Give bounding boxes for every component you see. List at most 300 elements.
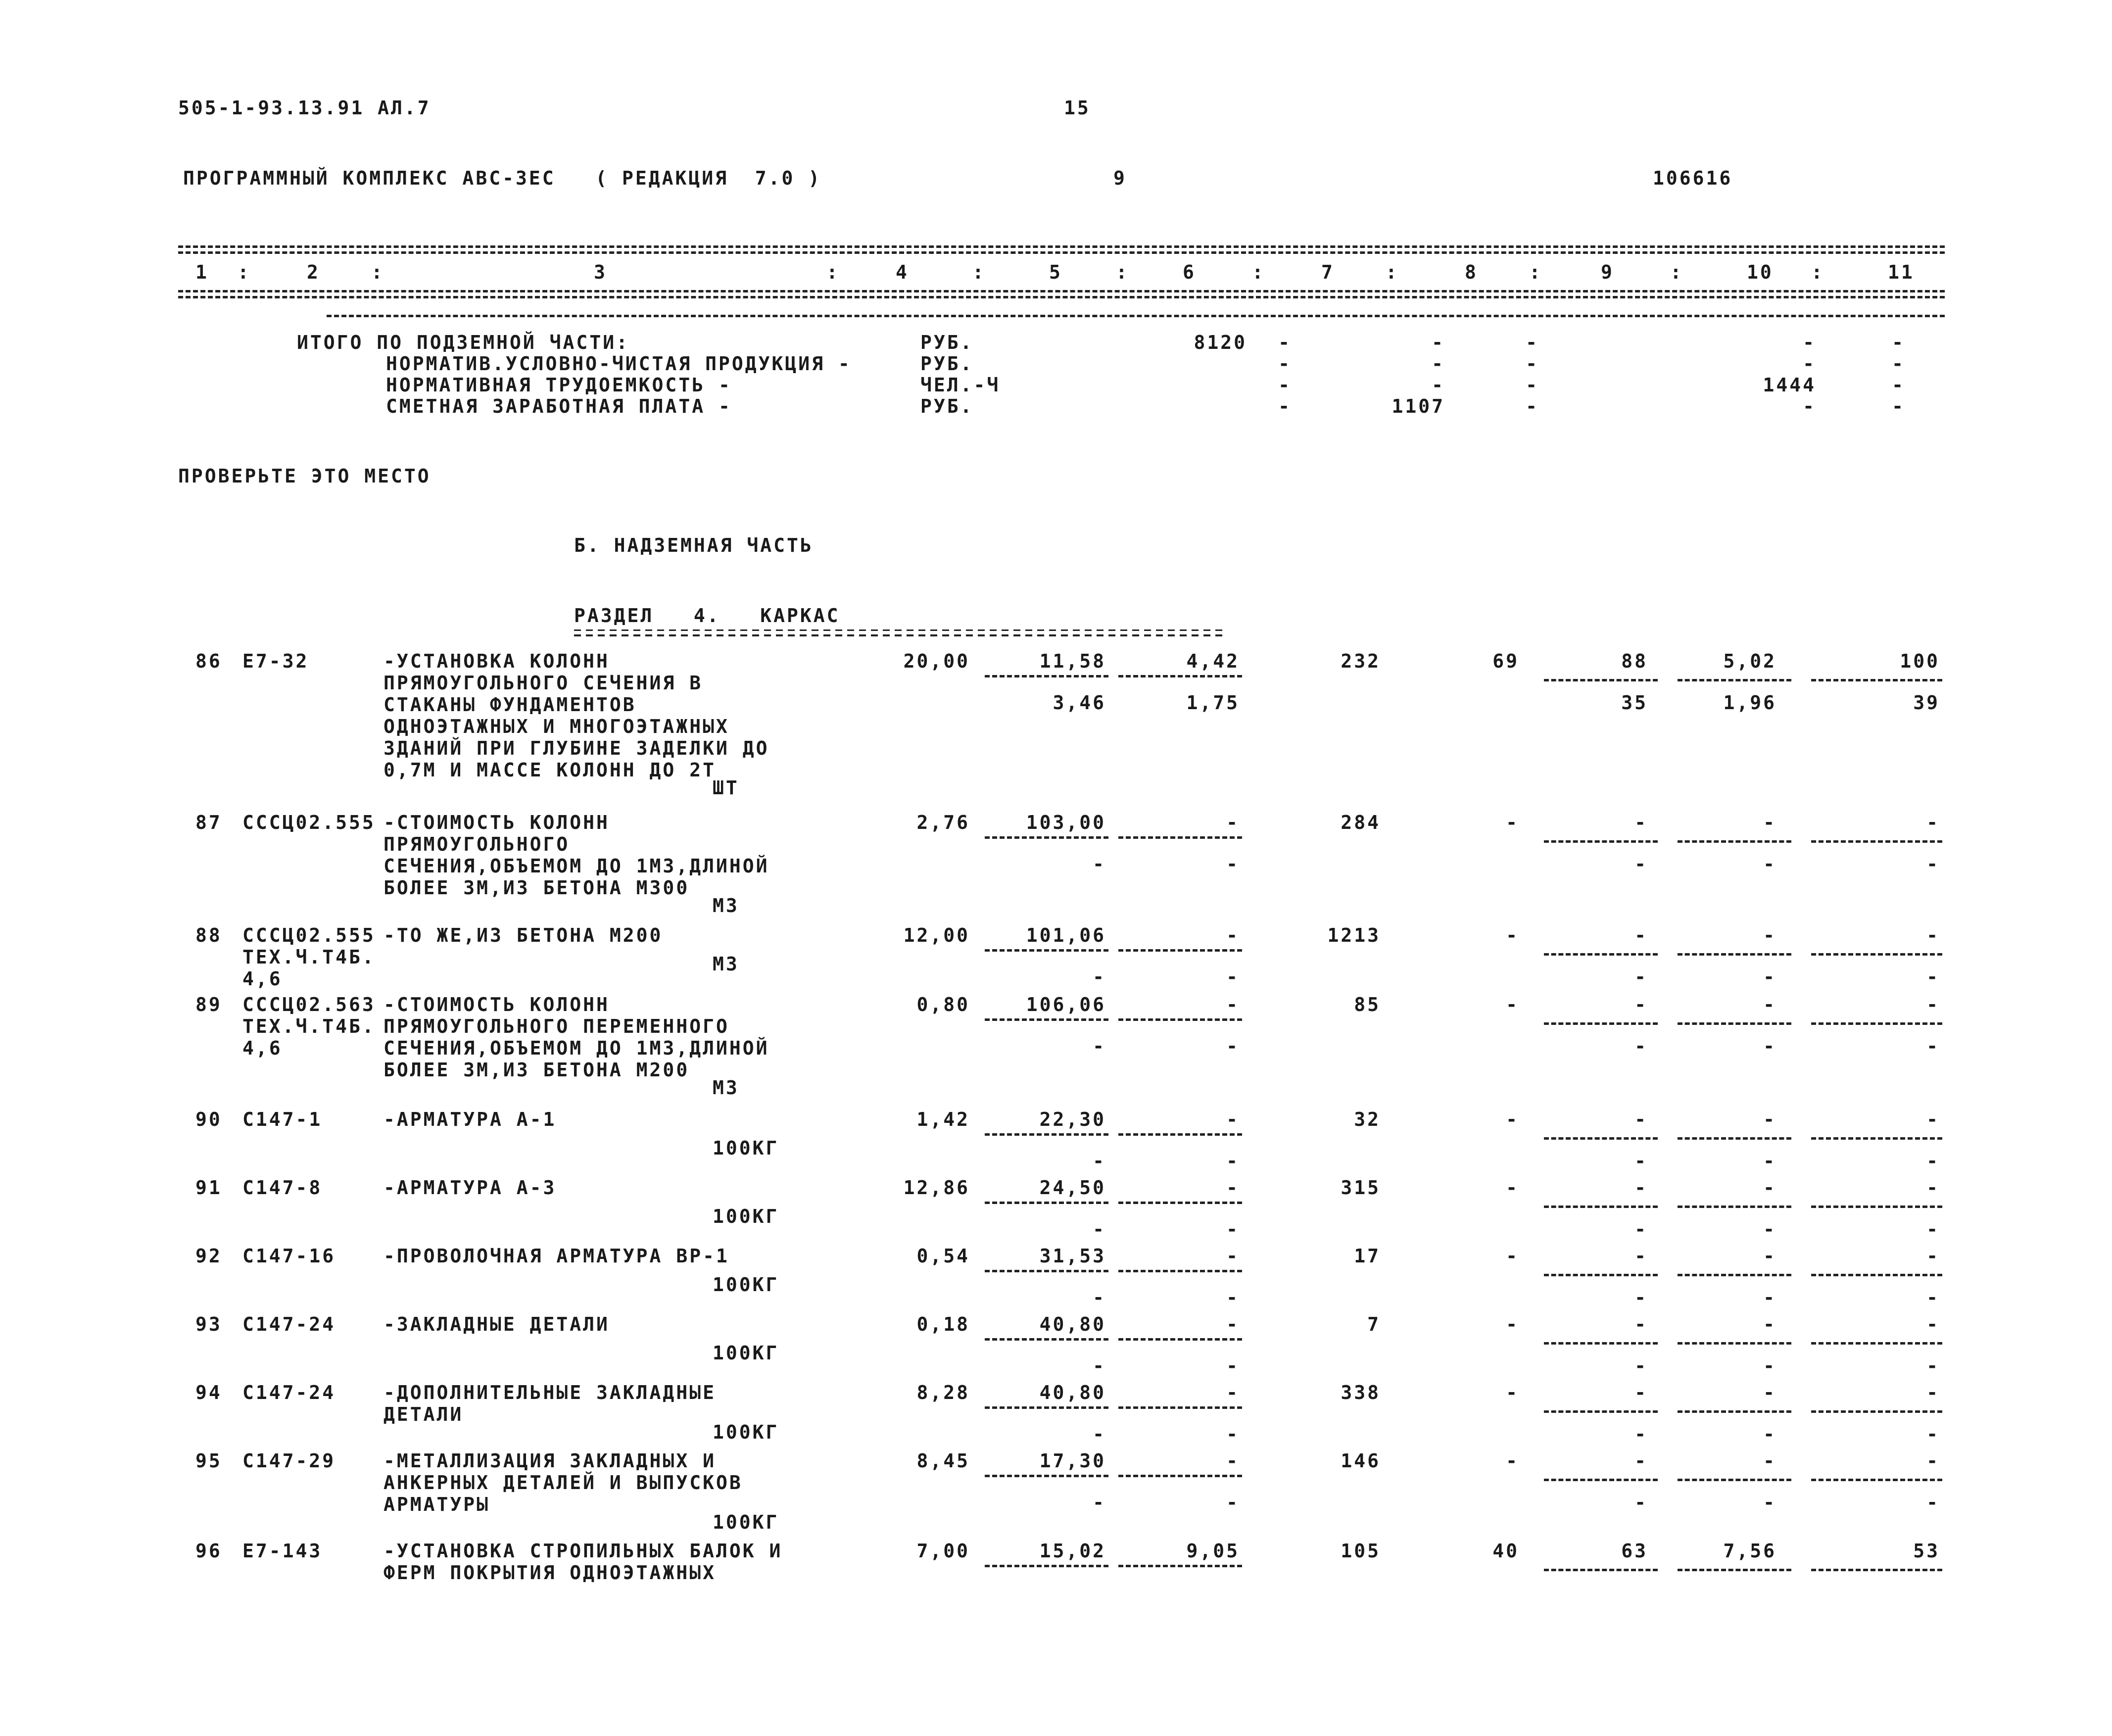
labour-separator <box>1811 1569 1942 1571</box>
item-c9b: - <box>1634 1035 1648 1057</box>
item-c9b: - <box>1634 1150 1648 1172</box>
totals-c10: - <box>1803 332 1816 353</box>
item-c9b: - <box>1634 1492 1648 1513</box>
labour-separator <box>1811 1137 1942 1140</box>
totals-c7: - <box>1278 374 1292 396</box>
item-p5: 22,30 <box>1039 1109 1106 1130</box>
item-c9: 63 <box>1621 1540 1648 1562</box>
item-p6: - <box>1226 1313 1240 1335</box>
labour-separator <box>1811 953 1942 956</box>
check-note: ПРОВЕРЬТЕ ЭТО МЕСТО <box>178 465 431 487</box>
column-header-0: 1 <box>195 261 209 283</box>
item-unit: 100КГ <box>713 1206 779 1227</box>
item-p6: 4,42 <box>1186 650 1240 672</box>
item-number: 86 <box>195 650 222 672</box>
item-c11: - <box>1926 1450 1940 1472</box>
item-p5b: - <box>1093 1492 1106 1513</box>
item-c9b: - <box>1634 1355 1648 1377</box>
totals-c9: - <box>1526 332 1539 353</box>
price-separator <box>1118 1133 1242 1136</box>
item-p5: 40,80 <box>1039 1313 1106 1335</box>
item-c11b: - <box>1926 1035 1940 1057</box>
labour-separator <box>1678 1410 1791 1413</box>
price-separator <box>985 1565 1108 1567</box>
labour-separator <box>1811 1342 1942 1345</box>
item-c10b: - <box>1763 1035 1776 1057</box>
item-c10b: - <box>1763 1150 1776 1172</box>
totals-label: СМЕТНАЯ ЗАРАБОТНАЯ ПЛАТА - <box>386 395 732 417</box>
item-unit: М3 <box>713 1077 739 1099</box>
price-separator <box>985 1133 1108 1136</box>
item-p6b: - <box>1226 1035 1240 1057</box>
item-unit: 100КГ <box>713 1421 779 1443</box>
labour-separator <box>1544 1022 1658 1025</box>
header-rule-top <box>178 245 1945 248</box>
item-c11b: 39 <box>1913 692 1940 714</box>
totals-c8: - <box>1432 332 1445 353</box>
item-description-line: ДЕТАЛИ <box>384 1403 464 1425</box>
item-description-line: СЕЧЕНИЯ,ОБЪЕМОМ ДО 1М3,ДЛИНОЙ <box>384 1037 769 1059</box>
item-qty: 0,80 <box>916 994 970 1015</box>
price-separator <box>1118 1018 1242 1021</box>
item-qty: 12,86 <box>903 1177 970 1199</box>
item-c7: 32 <box>1354 1109 1381 1130</box>
item-c10b: - <box>1763 966 1776 988</box>
price-separator <box>985 1406 1108 1409</box>
totals-c7: - <box>1278 332 1292 353</box>
item-p6b: - <box>1226 1355 1240 1377</box>
item-c11b: - <box>1926 1150 1940 1172</box>
item-c11b: - <box>1926 1423 1940 1445</box>
item-code: СССЦ02.555 <box>242 812 376 833</box>
item-c11b: - <box>1926 1287 1940 1308</box>
price-separator <box>1118 675 1242 677</box>
column-header-3: : <box>371 261 384 283</box>
item-c10: - <box>1763 1177 1776 1199</box>
item-p5: 24,50 <box>1039 1177 1106 1199</box>
item-c8: - <box>1506 1450 1519 1472</box>
item-p5b: - <box>1093 1287 1106 1308</box>
price-separator <box>985 1475 1108 1477</box>
item-c10: - <box>1763 812 1776 833</box>
item-description-line: АНКЕРНЫХ ДЕТАЛЕЙ И ВЫПУСКОВ <box>384 1472 743 1494</box>
labour-separator <box>1678 1022 1791 1025</box>
labour-separator <box>1811 1410 1942 1413</box>
item-unit: ШТ <box>713 777 739 799</box>
item-code: С147-24 <box>242 1313 336 1335</box>
item-description-line: ПРЯМОУГОЛЬНОГО ПЕРЕМЕННОГО <box>384 1015 729 1037</box>
item-c10: - <box>1763 1313 1776 1335</box>
labour-separator <box>1678 1342 1791 1345</box>
item-unit: М3 <box>713 895 739 916</box>
totals-unit: РУБ. <box>920 395 974 417</box>
item-unit: М3 <box>713 953 739 975</box>
item-qty: 0,54 <box>916 1245 970 1267</box>
labour-separator <box>1544 840 1658 843</box>
labour-separator <box>1811 1274 1942 1276</box>
item-p6b: - <box>1226 1423 1240 1445</box>
totals-c9: - <box>1526 395 1539 417</box>
item-c8: 69 <box>1492 650 1519 672</box>
item-p5b: - <box>1093 1355 1106 1377</box>
item-code: Е7-32 <box>242 650 309 672</box>
labour-separator <box>1544 1206 1658 1208</box>
column-header-10: 6 <box>1183 261 1196 283</box>
item-c10: - <box>1763 1450 1776 1472</box>
item-description-line: -ПРОВОЛОЧНАЯ АРМАТУРА ВР-1 <box>384 1245 729 1267</box>
item-p5: 31,53 <box>1039 1245 1106 1267</box>
price-separator <box>1118 1406 1242 1409</box>
totals-c7: - <box>1278 353 1292 375</box>
item-p6b: 1,75 <box>1186 692 1240 714</box>
item-c8: - <box>1506 1177 1519 1199</box>
totals-label: ИТОГО ПО ПОДЗЕМНОЙ ЧАСТИ: <box>297 332 629 353</box>
price-separator <box>985 836 1108 839</box>
item-number: 91 <box>195 1177 222 1199</box>
item-c11b: - <box>1926 1492 1940 1513</box>
item-c7: 146 <box>1341 1450 1381 1472</box>
item-p6: - <box>1226 812 1240 833</box>
item-c11: - <box>1926 1245 1940 1267</box>
item-c10b: 1,96 <box>1723 692 1776 714</box>
item-number: 95 <box>195 1450 222 1472</box>
sheet-number: 9 <box>1113 167 1127 189</box>
item-p5b: - <box>1093 1218 1106 1240</box>
item-c8: - <box>1506 994 1519 1015</box>
item-c11b: - <box>1926 853 1940 875</box>
item-description-line: ЗДАНИЙ ПРИ ГЛУБИНЕ ЗАДЕЛКИ ДО <box>384 737 769 759</box>
price-separator <box>1118 949 1242 952</box>
item-p5b: 3,46 <box>1053 692 1106 714</box>
price-separator <box>1118 1270 1242 1272</box>
price-separator <box>1118 1338 1242 1341</box>
labour-separator <box>1811 679 1942 681</box>
price-separator <box>1118 836 1242 839</box>
item-p6: - <box>1226 924 1240 946</box>
totals-c9: - <box>1526 353 1539 375</box>
price-separator <box>985 1018 1108 1021</box>
item-code-coef: 4,6 <box>242 968 283 990</box>
item-qty: 8,28 <box>916 1382 970 1403</box>
item-c9b: - <box>1634 1287 1648 1308</box>
item-qty: 20,00 <box>903 650 970 672</box>
labour-separator <box>1811 1479 1942 1481</box>
document-code: 505-1-93.13.91 АЛ.7 <box>178 97 431 119</box>
totals-c8: - <box>1432 374 1445 396</box>
header-rule-top-2 <box>178 251 1945 254</box>
labour-separator <box>1678 1274 1791 1276</box>
item-p6b: - <box>1226 853 1240 875</box>
totals-unit: РУБ. <box>920 353 974 375</box>
page-number: 15 <box>1064 97 1091 119</box>
item-c7: 7 <box>1367 1313 1381 1335</box>
item-p6b: - <box>1226 1492 1240 1513</box>
labour-separator <box>1544 1479 1658 1481</box>
item-c7: 1213 <box>1327 924 1381 946</box>
item-c9: 88 <box>1621 650 1648 672</box>
column-header-6: 4 <box>896 261 909 283</box>
header-rule-bottom <box>178 290 1945 292</box>
item-p5b: - <box>1093 1423 1106 1445</box>
item-c7: 315 <box>1341 1177 1381 1199</box>
item-description-line: -ДОПОЛНИТЕЛЬНЫЕ ЗАКЛАДНЫЕ <box>384 1382 716 1403</box>
item-p5: 40,80 <box>1039 1382 1106 1403</box>
labour-separator <box>1811 1206 1942 1208</box>
column-header-14: 8 <box>1465 261 1478 283</box>
column-header-20: 11 <box>1888 261 1915 283</box>
item-p5: 101,06 <box>1026 924 1106 946</box>
item-qty: 7,00 <box>916 1540 970 1562</box>
totals-label: НОРМАТИВ.УСЛОВНО-ЧИСТАЯ ПРОДУКЦИЯ - <box>386 353 852 375</box>
item-c11: - <box>1926 1177 1940 1199</box>
item-c9: - <box>1634 1382 1648 1403</box>
item-p6b: - <box>1226 1218 1240 1240</box>
item-c10: - <box>1763 1382 1776 1403</box>
item-description-line: 0,7М И МАССЕ КОЛОНН ДО 2Т <box>384 759 716 781</box>
labour-separator <box>1678 1479 1791 1481</box>
item-c9: - <box>1634 1313 1648 1335</box>
totals-c7: - <box>1278 395 1292 417</box>
item-c9b: - <box>1634 853 1648 875</box>
item-qty: 1,42 <box>916 1109 970 1130</box>
header-rule-bottom-2 <box>178 296 1945 298</box>
item-c10b: - <box>1763 853 1776 875</box>
item-p6: 9,05 <box>1186 1540 1240 1562</box>
labour-separator <box>1544 1410 1658 1413</box>
price-separator <box>985 949 1108 952</box>
item-c7: 338 <box>1341 1382 1381 1403</box>
item-code-ref: ТЕХ.Ч.Т4Б. <box>242 946 376 968</box>
totals-c11: - <box>1892 395 1905 417</box>
item-code: С147-16 <box>242 1245 336 1267</box>
column-header-13: : <box>1386 261 1399 283</box>
item-number: 88 <box>195 924 222 946</box>
item-p5b: - <box>1093 853 1106 875</box>
item-c10: 7,56 <box>1723 1540 1776 1562</box>
item-unit: 100КГ <box>713 1511 779 1533</box>
labour-separator <box>1544 1569 1658 1571</box>
totals-c11: - <box>1892 353 1905 375</box>
item-c10b: - <box>1763 1355 1776 1377</box>
item-c8: - <box>1506 812 1519 833</box>
item-c8: 40 <box>1492 1540 1519 1562</box>
item-code: СССЦ02.555 <box>242 924 376 946</box>
item-c10b: - <box>1763 1287 1776 1308</box>
subsection-underline <box>574 629 1227 636</box>
item-number: 89 <box>195 994 222 1015</box>
item-number: 94 <box>195 1382 222 1403</box>
item-c10b: - <box>1763 1492 1776 1513</box>
item-description-line: -МЕТАЛЛИЗАЦИЯ ЗАКЛАДНЫХ И <box>384 1450 716 1472</box>
labour-separator <box>1544 1342 1658 1345</box>
item-c9: - <box>1634 1245 1648 1267</box>
item-p6b: - <box>1226 966 1240 988</box>
item-c8: - <box>1506 1382 1519 1403</box>
item-description-line: ПРЯМОУГОЛЬНОГО СЕЧЕНИЯ В <box>384 672 703 694</box>
labour-separator <box>1811 840 1942 843</box>
column-header-1: : <box>238 261 251 283</box>
item-c7: 284 <box>1341 812 1381 833</box>
item-c9: - <box>1634 1177 1648 1199</box>
item-c10: 5,02 <box>1723 650 1776 672</box>
item-c11: 100 <box>1900 650 1940 672</box>
column-header-7: : <box>972 261 986 283</box>
item-p5b: - <box>1093 1035 1106 1057</box>
item-qty: 0,18 <box>916 1313 970 1335</box>
item-code: С147-24 <box>242 1382 336 1403</box>
item-p6: - <box>1226 1450 1240 1472</box>
item-c10: - <box>1763 1109 1776 1130</box>
item-p5: 17,30 <box>1039 1450 1106 1472</box>
item-p6: - <box>1226 1177 1240 1199</box>
item-c10b: - <box>1763 1423 1776 1445</box>
price-separator <box>985 1202 1108 1204</box>
item-code-ref: ТЕХ.Ч.Т4Б. <box>242 1015 376 1037</box>
subsection-title: РАЗДЕЛ 4. КАРКАС <box>574 605 840 627</box>
item-description-line: -АРМАТУРА А-3 <box>384 1177 557 1199</box>
item-c8: - <box>1506 1313 1519 1335</box>
item-p6: - <box>1226 1382 1240 1403</box>
item-c10: - <box>1763 1245 1776 1267</box>
object-code: 106616 <box>1653 167 1733 189</box>
item-code: Е7-143 <box>242 1540 323 1562</box>
labour-separator <box>1678 1137 1791 1140</box>
item-number: 96 <box>195 1540 222 1562</box>
item-c9: - <box>1634 1450 1648 1472</box>
item-p6: - <box>1226 1245 1240 1267</box>
item-code: С147-29 <box>242 1450 336 1472</box>
item-number: 90 <box>195 1109 222 1130</box>
item-qty: 2,76 <box>916 812 970 833</box>
totals-c10: - <box>1803 353 1816 375</box>
item-c7: 17 <box>1354 1245 1381 1267</box>
item-c11: - <box>1926 994 1940 1015</box>
item-c8: - <box>1506 1245 1519 1267</box>
item-description-line: АРМАТУРЫ <box>384 1494 490 1515</box>
price-separator <box>1118 1565 1242 1567</box>
item-c7: 232 <box>1341 650 1381 672</box>
item-description-line: -УСТАНОВКА КОЛОНН <box>384 650 610 672</box>
item-description-line: -УСТАНОВКА СТРОПИЛЬНЫХ БАЛОК И <box>384 1540 783 1562</box>
totals-c8: - <box>1432 353 1445 375</box>
labour-separator <box>1678 1569 1791 1571</box>
item-c11: - <box>1926 1313 1940 1335</box>
column-header-12: 7 <box>1321 261 1335 283</box>
column-header-18: 10 <box>1747 261 1774 283</box>
price-separator <box>985 675 1108 677</box>
item-c11b: - <box>1926 1355 1940 1377</box>
item-c8: - <box>1506 1109 1519 1130</box>
item-unit: 100КГ <box>713 1274 779 1296</box>
item-description-line: -СТОИМОСТЬ КОЛОНН <box>384 812 610 833</box>
program-title: ПРОГРАММНЫЙ КОМПЛЕКС АВС-3ЕС ( РЕДАКЦИЯ 7.0 ) <box>183 167 822 189</box>
totals-unit: РУБ. <box>920 332 974 353</box>
item-c10: - <box>1763 924 1776 946</box>
labour-separator <box>1811 1022 1942 1025</box>
item-c9b: 35 <box>1621 692 1648 714</box>
item-description-line: ОДНОЭТАЖНЫХ И МНОГОЭТАЖНЫХ <box>384 716 729 737</box>
column-header-15: : <box>1529 261 1542 283</box>
item-number: 87 <box>195 812 222 833</box>
item-c9b: - <box>1634 1218 1648 1240</box>
item-description-line: БОЛЕЕ 3М,ИЗ БЕТОНА М300 <box>384 877 690 899</box>
totals-c11: - <box>1892 374 1905 396</box>
labour-separator <box>1678 679 1791 681</box>
column-header-19: : <box>1811 261 1824 283</box>
item-c9b: - <box>1634 1423 1648 1445</box>
totals-label: НОРМАТИВНАЯ ТРУДОЕМКОСТЬ - <box>386 374 732 396</box>
labour-separator <box>1678 953 1791 956</box>
price-separator <box>985 1270 1108 1272</box>
price-separator <box>1118 1475 1242 1477</box>
item-p5: 11,58 <box>1039 650 1106 672</box>
totals-rule <box>327 315 1945 317</box>
column-header-11: : <box>1252 261 1265 283</box>
item-description-line: ФЕРМ ПОКРЫТИЯ ОДНОЭТАЖНЫХ <box>384 1562 716 1584</box>
totals-c6: 8120 <box>1194 332 1247 353</box>
item-c7: 85 <box>1354 994 1381 1015</box>
item-c9b: - <box>1634 966 1648 988</box>
item-description-line: СЕЧЕНИЯ,ОБЪЕМОМ ДО 1М3,ДЛИНОЙ <box>384 855 769 877</box>
item-p5b: - <box>1093 966 1106 988</box>
item-description-line: -ЗАКЛАДНЫЕ ДЕТАЛИ <box>384 1313 610 1335</box>
section-title: Б. НАДЗЕМНАЯ ЧАСТЬ <box>574 534 814 556</box>
item-code-coef: 4,6 <box>242 1037 283 1059</box>
item-description-line: БОЛЕЕ 3М,ИЗ БЕТОНА М200 <box>384 1059 690 1081</box>
item-p6: - <box>1226 994 1240 1015</box>
labour-separator <box>1544 679 1658 681</box>
labour-separator <box>1678 1206 1791 1208</box>
item-c11: - <box>1926 924 1940 946</box>
price-separator <box>985 1338 1108 1341</box>
item-c10b: - <box>1763 1218 1776 1240</box>
column-header-16: 9 <box>1601 261 1614 283</box>
column-header-2: 2 <box>307 261 320 283</box>
item-qty: 8,45 <box>916 1450 970 1472</box>
item-c9: - <box>1634 1109 1648 1130</box>
item-c9: - <box>1634 812 1648 833</box>
item-description-line: -СТОИМОСТЬ КОЛОНН <box>384 994 610 1015</box>
totals-c8: 1107 <box>1392 395 1445 417</box>
item-unit: 100КГ <box>713 1137 779 1159</box>
labour-separator <box>1544 1137 1658 1140</box>
totals-unit: ЧЕЛ.-Ч <box>920 374 1001 396</box>
item-qty: 12,00 <box>903 924 970 946</box>
column-header-4: 3 <box>594 261 607 283</box>
totals-c11: - <box>1892 332 1905 353</box>
item-c11b: - <box>1926 1218 1940 1240</box>
item-number: 93 <box>195 1313 222 1335</box>
item-c11: - <box>1926 1109 1940 1130</box>
item-p6b: - <box>1226 1150 1240 1172</box>
item-p5b: - <box>1093 1150 1106 1172</box>
item-description-line: -АРМАТУРА А-1 <box>384 1109 557 1130</box>
item-p5: 106,06 <box>1026 994 1106 1015</box>
item-code: С147-1 <box>242 1109 323 1130</box>
item-description-line: -ТО ЖЕ,ИЗ БЕТОНА М200 <box>384 924 663 946</box>
item-c9: - <box>1634 994 1648 1015</box>
item-p5: 103,00 <box>1026 812 1106 833</box>
item-code: СССЦ02.563 <box>242 994 376 1015</box>
item-c11: - <box>1926 1382 1940 1403</box>
item-c7: 105 <box>1341 1540 1381 1562</box>
item-number: 92 <box>195 1245 222 1267</box>
column-header-9: : <box>1116 261 1129 283</box>
item-p6b: - <box>1226 1287 1240 1308</box>
item-c11: - <box>1926 812 1940 833</box>
totals-c10: 1444 <box>1763 374 1816 396</box>
labour-separator <box>1678 840 1791 843</box>
